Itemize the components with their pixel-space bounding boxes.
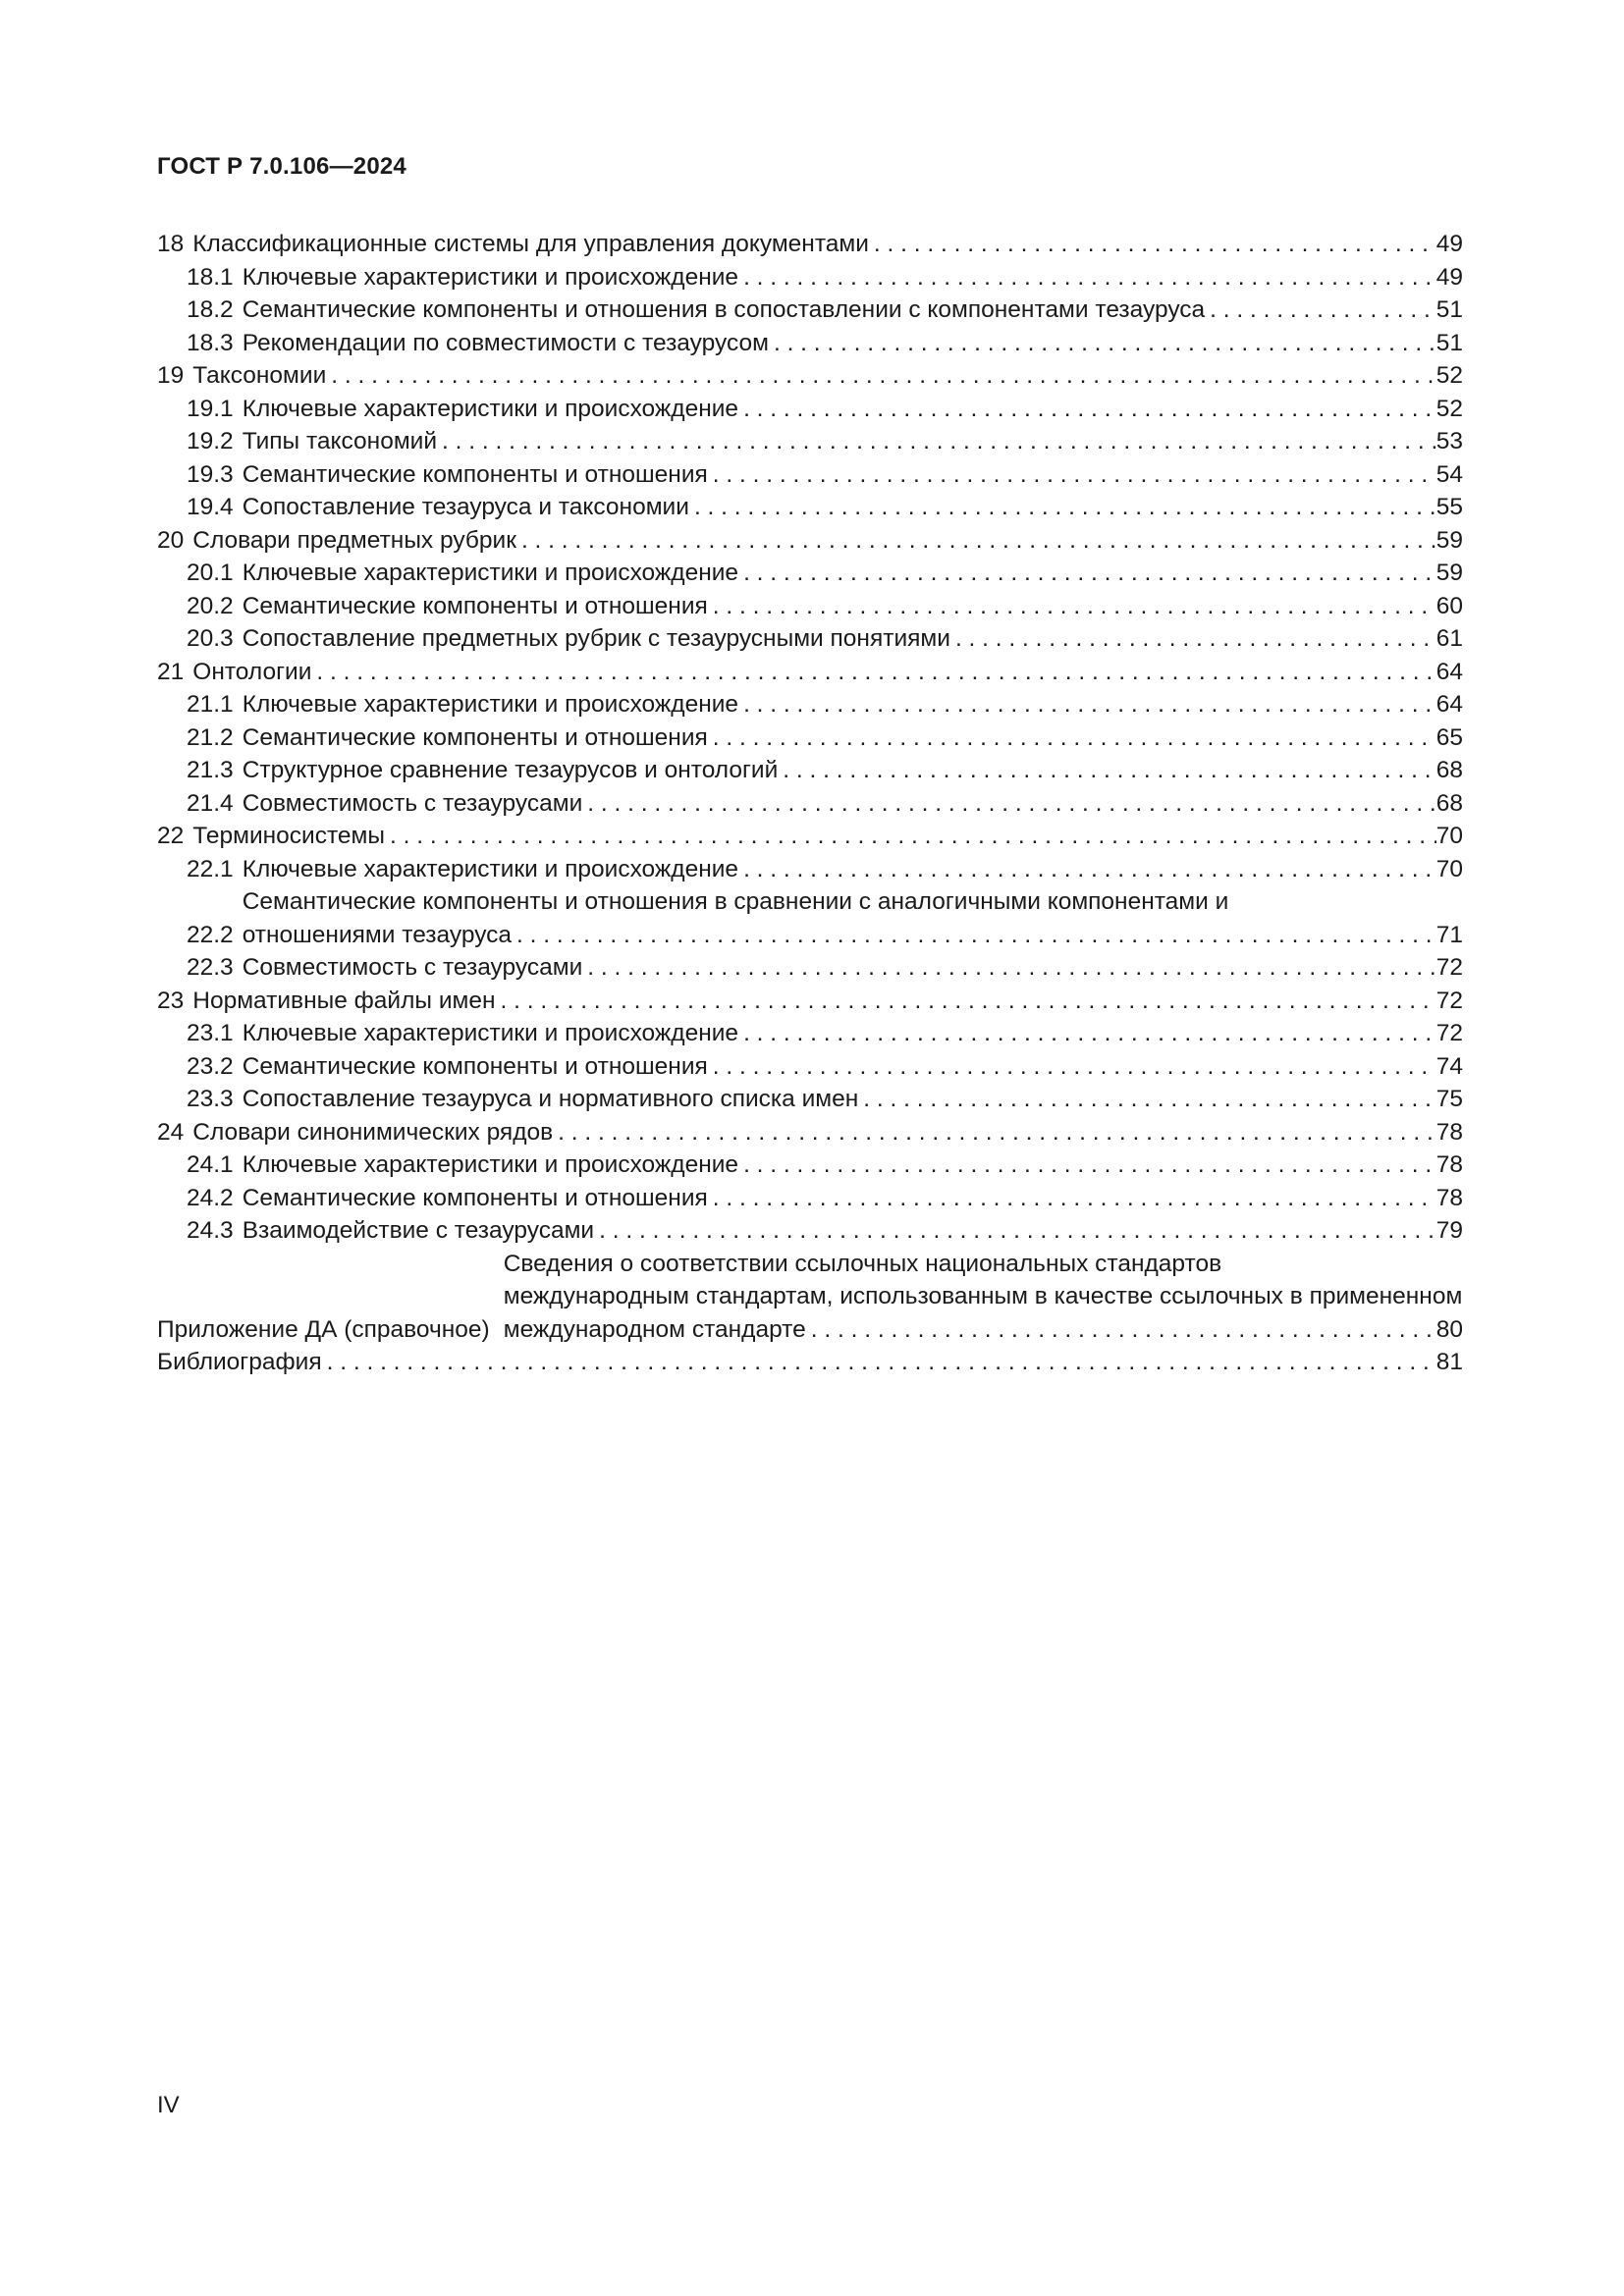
toc-leader-dots [496,985,1436,1018]
toc-entry-number: 22.3 [187,954,234,981]
toc-entry-page: 70 [1435,855,1463,882]
toc-entry-title: Терминосистемы [192,823,386,849]
toc-entry-title: Семантические компоненты и отношения [242,1184,708,1211]
toc-entry-body [243,1214,1463,1248]
toc-entry-title: Нормативные файлы имен [192,987,496,1014]
toc-leader-dots [950,622,1436,656]
toc-entry-number: 24.3 [187,1217,234,1244]
toc-entry-body [243,1050,1463,1084]
toc-entry-number: 21.2 [187,723,234,751]
toc-entry-body [243,458,1463,492]
toc-entry-page: 72 [1435,1020,1463,1046]
toc-entry-body [243,393,1463,426]
toc-entry-number: 18.3 [187,329,234,356]
appendix-title-line1: Сведения о соответствии ссылочных национальных стандартов [503,1250,1222,1277]
toc-entry-body [243,721,1463,755]
toc-entry-body [192,820,1463,853]
toc-entry[interactable] [157,1116,1463,1149]
toc-entry[interactable] [157,1148,1463,1182]
toc-leader-dots [738,261,1436,294]
toc-entry[interactable] [157,656,1463,689]
toc-leader-dots [594,1214,1436,1248]
toc-entry-title: Таксономии [192,362,327,389]
toc-leader-dots [708,1050,1436,1084]
toc-entry[interactable] [157,985,1463,1018]
toc-leader-dots [806,1313,1436,1347]
toc-entry-title: Совместимость с тезаурусами [242,954,583,981]
toc-entry-title: Классификационные системы для управления документами [192,231,869,257]
toc-entry-body [243,1083,1463,1116]
toc-leader-dots [516,524,1436,558]
toc-entry[interactable] [157,228,1463,261]
toc-entry-page: 60 [1435,592,1463,619]
toc-entry[interactable] [157,557,1463,590]
toc-entry-number: 24 [157,1118,185,1146]
toc-entry-title: Ключевые характеристики и происхождение [242,1151,739,1178]
toc-entry-body [243,1182,1463,1215]
document-header: ГОСТ Р 7.0.106—2024 [157,153,406,180]
toc-leader-dots [708,458,1436,492]
toc-entry-body [192,228,1463,261]
toc-entry[interactable] [157,1050,1463,1084]
toc-entry[interactable] [157,853,1463,886]
toc-entry-body [243,688,1463,721]
toc-entry-title: Сопоставление предметных рубрик с тезаурусными понятиями [242,625,950,652]
bibliography-title: Библиография [157,1349,322,1375]
toc-entry-body [243,754,1463,787]
toc-entry[interactable] [157,294,1463,327]
toc-entry[interactable] [157,885,1463,951]
toc-entry[interactable] [157,820,1463,853]
toc-leader-dots [738,557,1436,590]
toc-entry-title: Рекомендации по совместимости с тезаурусом [242,329,769,356]
toc-entry-number: 19 [157,362,185,389]
toc-entry[interactable] [157,754,1463,787]
toc-entry[interactable] [157,721,1463,755]
toc-entry-page: 78 [1435,1184,1463,1211]
toc-entry-title-line2: отношениями тезауруса [242,921,513,948]
toc-entry-body [243,491,1463,524]
toc-entry[interactable] [157,425,1463,458]
toc-entry-body [243,327,1463,360]
appendix-body [504,1248,1463,1347]
toc-entry-number: 23.3 [187,1086,234,1112]
toc-entry-title: Ключевые характеристики и происхождение [242,263,739,291]
toc-entry-body [243,261,1463,294]
toc-bibliography-entry[interactable] [157,1346,1463,1379]
toc-entry[interactable] [157,688,1463,721]
toc-entry-page: 53 [1435,428,1463,454]
toc-entry-page: 64 [1435,691,1463,718]
toc-entry-page: 75 [1435,1086,1463,1112]
toc-entry-body [192,524,1463,558]
toc-entry-number: 24.2 [187,1184,234,1211]
toc-leader-dots [689,491,1436,524]
toc-entry-body [243,853,1463,886]
toc-entry-page: 79 [1435,1217,1463,1244]
toc-entry-number: 22 [157,823,185,849]
toc-entry-number: 18.1 [187,263,234,291]
toc-entry-body [243,622,1463,656]
toc-entry-title: Взаимодействие с тезаурусами [242,1217,595,1244]
toc-entry-number: 21.4 [187,789,234,817]
toc-entry-number: 20 [157,526,185,554]
page-number: IV [157,2092,180,2118]
toc-leader-dots [437,425,1436,458]
toc-entry[interactable] [157,458,1463,492]
toc-entry[interactable] [157,261,1463,294]
toc-leader-dots [708,1182,1436,1215]
toc-entry-number: 22.2 [187,921,234,948]
toc-entry-title: Словари синонимических рядов [192,1118,554,1146]
table-of-contents [157,228,1463,1379]
toc-entry-title: Словари предметных рубрик [192,526,516,554]
toc-entry-title: Сопоставление тезауруса и нормативного списка имен [242,1086,859,1112]
toc-entry[interactable] [157,359,1463,393]
toc-entry-page: 52 [1435,395,1463,422]
toc-entry-title: Ключевые характеристики и происхождение [242,855,739,882]
toc-entry-body [192,359,1463,393]
toc-entry-number: 20.1 [187,560,234,586]
toc-entry-title: Ключевые характеристики и происхождение [242,1020,739,1046]
toc-leader-dots [311,656,1435,689]
toc-entry-title: Семантические компоненты и отношения в сравнении с аналогичными компонентами и [242,888,1229,915]
toc-entry-body [243,294,1463,327]
appendix-label: Приложение ДА (справочное) [157,1315,490,1343]
toc-entry-page: 68 [1435,757,1463,783]
toc-entry-title-continued [243,919,1463,952]
toc-entry-number: 21.1 [187,691,234,718]
toc-entry[interactable] [157,524,1463,558]
toc-entry-body [243,951,1463,985]
toc-entry-number: 23.1 [187,1020,234,1046]
toc-entry-body [243,425,1463,458]
toc-entry-number: 18 [157,231,185,257]
appendix-page: 80 [1435,1315,1463,1343]
toc-entry-page: 54 [1435,460,1463,488]
toc-entry-page: 59 [1435,526,1463,554]
toc-entry-number: 21 [157,658,185,685]
toc-entry-title: Семантические компоненты и отношения [242,723,708,751]
toc-leader-dots [322,1346,1436,1379]
toc-entry-body [243,590,1463,623]
toc-entry-page: 74 [1435,1052,1463,1080]
toc-leader-dots [553,1116,1436,1149]
toc-entry-body [243,787,1463,821]
toc-entry-number: 21.3 [187,757,234,783]
toc-entry-body [243,557,1463,590]
toc-entry-page: 52 [1435,362,1463,389]
toc-leader-dots [708,721,1436,755]
appendix-title-line3-wrap [504,1313,1463,1347]
toc-entry-title: Семантические компоненты и отношения в сопоставлении с компонентами тезауруса [242,296,1206,323]
toc-entry-title: Семантические компоненты и отношения [242,1052,708,1080]
toc-leader-dots [512,919,1436,952]
toc-entry-page: 78 [1435,1151,1463,1178]
toc-leader-dots [326,359,1435,393]
toc-entry-body [243,885,1463,951]
toc-entry-page: 55 [1435,494,1463,520]
toc-entry-title: Семантические компоненты и отношения [242,592,708,619]
toc-entry[interactable] [157,951,1463,985]
toc-entry-page: 70 [1435,823,1463,849]
appendix-title-line3: международном стандарте [503,1315,806,1343]
toc-leader-dots [582,787,1435,821]
toc-leader-dots [582,951,1435,985]
toc-entry[interactable] [157,1017,1463,1050]
toc-leader-dots [738,1017,1436,1050]
toc-entry-body [192,985,1463,1018]
bibliography-body [157,1346,1463,1379]
toc-entry-number: 22.1 [187,855,234,882]
toc-leader-dots [708,590,1436,623]
toc-leader-dots [869,228,1436,261]
toc-entry-number: 24.1 [187,1151,234,1178]
toc-entry-number: 18.2 [187,296,234,323]
toc-entry-title: Совместимость с тезаурусами [242,789,583,817]
toc-leader-dots [385,820,1436,853]
toc-entry[interactable] [157,1083,1463,1116]
toc-entry[interactable] [157,327,1463,360]
toc-entry-number: 19.2 [187,428,234,454]
toc-entry-body [192,1116,1463,1149]
toc-leader-dots [738,853,1436,886]
toc-appendix-entry[interactable] [157,1248,1463,1347]
toc-leader-dots [858,1083,1435,1116]
toc-entry-body [243,1017,1463,1050]
toc-entry-title: Семантические компоненты и отношения [242,460,708,488]
toc-leader-dots [769,327,1436,360]
toc-entry-page: 51 [1435,296,1463,323]
toc-leader-dots [738,688,1436,721]
toc-entry[interactable] [157,1214,1463,1248]
toc-entry-title: Ключевые характеристики и происхождение [242,691,739,718]
toc-entry-title: Типы таксономий [242,428,438,454]
toc-leader-dots [778,754,1435,787]
toc-entry[interactable] [157,393,1463,426]
toc-entry[interactable] [157,787,1463,821]
toc-entry-title: Ключевые характеристики и происхождение [242,560,739,586]
toc-entry-page: 65 [1435,723,1463,751]
toc-entry-title: Структурное сравнение тезаурусов и онтологий [242,757,779,783]
toc-entry-page: 49 [1435,231,1463,257]
toc-entry-number: 20.3 [187,625,234,652]
toc-entry-page: 49 [1435,263,1463,291]
toc-leader-dots [1205,294,1436,327]
bibliography-page: 81 [1435,1349,1463,1375]
toc-entry-number: 19.3 [187,460,234,488]
toc-entry-title: Сопоставление тезауруса и таксономии [242,494,689,520]
toc-entry-page: 68 [1435,789,1463,817]
toc-entry-number: 23.2 [187,1052,234,1080]
toc-entry-page: 71 [1435,921,1463,948]
toc-entry-body [243,1148,1463,1182]
toc-entry-page: 51 [1435,329,1463,356]
toc-entry-page: 64 [1435,658,1463,685]
toc-entry-page: 61 [1435,625,1463,652]
toc-entry-page: 72 [1435,987,1463,1014]
toc-entry-title: Ключевые характеристики и происхождение [242,395,739,422]
toc-entry[interactable] [157,590,1463,623]
toc-entry-number: 20.2 [187,592,234,619]
toc-entry-title: Онтологии [192,658,312,685]
toc-entry-page: 78 [1435,1118,1463,1146]
toc-leader-dots [738,393,1436,426]
toc-entry[interactable] [157,1182,1463,1215]
toc-entry-body [192,656,1463,689]
toc-entry[interactable] [157,622,1463,656]
toc-entry-page: 72 [1435,954,1463,981]
toc-entry-number: 23 [157,987,185,1014]
toc-entry-number: 19.4 [187,494,234,520]
appendix-title-line2: международным стандартам, использованным в качестве ссылочных в примененном [503,1283,1463,1309]
toc-leader-dots [738,1148,1436,1182]
toc-entry-number: 19.1 [187,395,234,422]
toc-entry[interactable] [157,491,1463,524]
toc-entry-page: 59 [1435,560,1463,586]
